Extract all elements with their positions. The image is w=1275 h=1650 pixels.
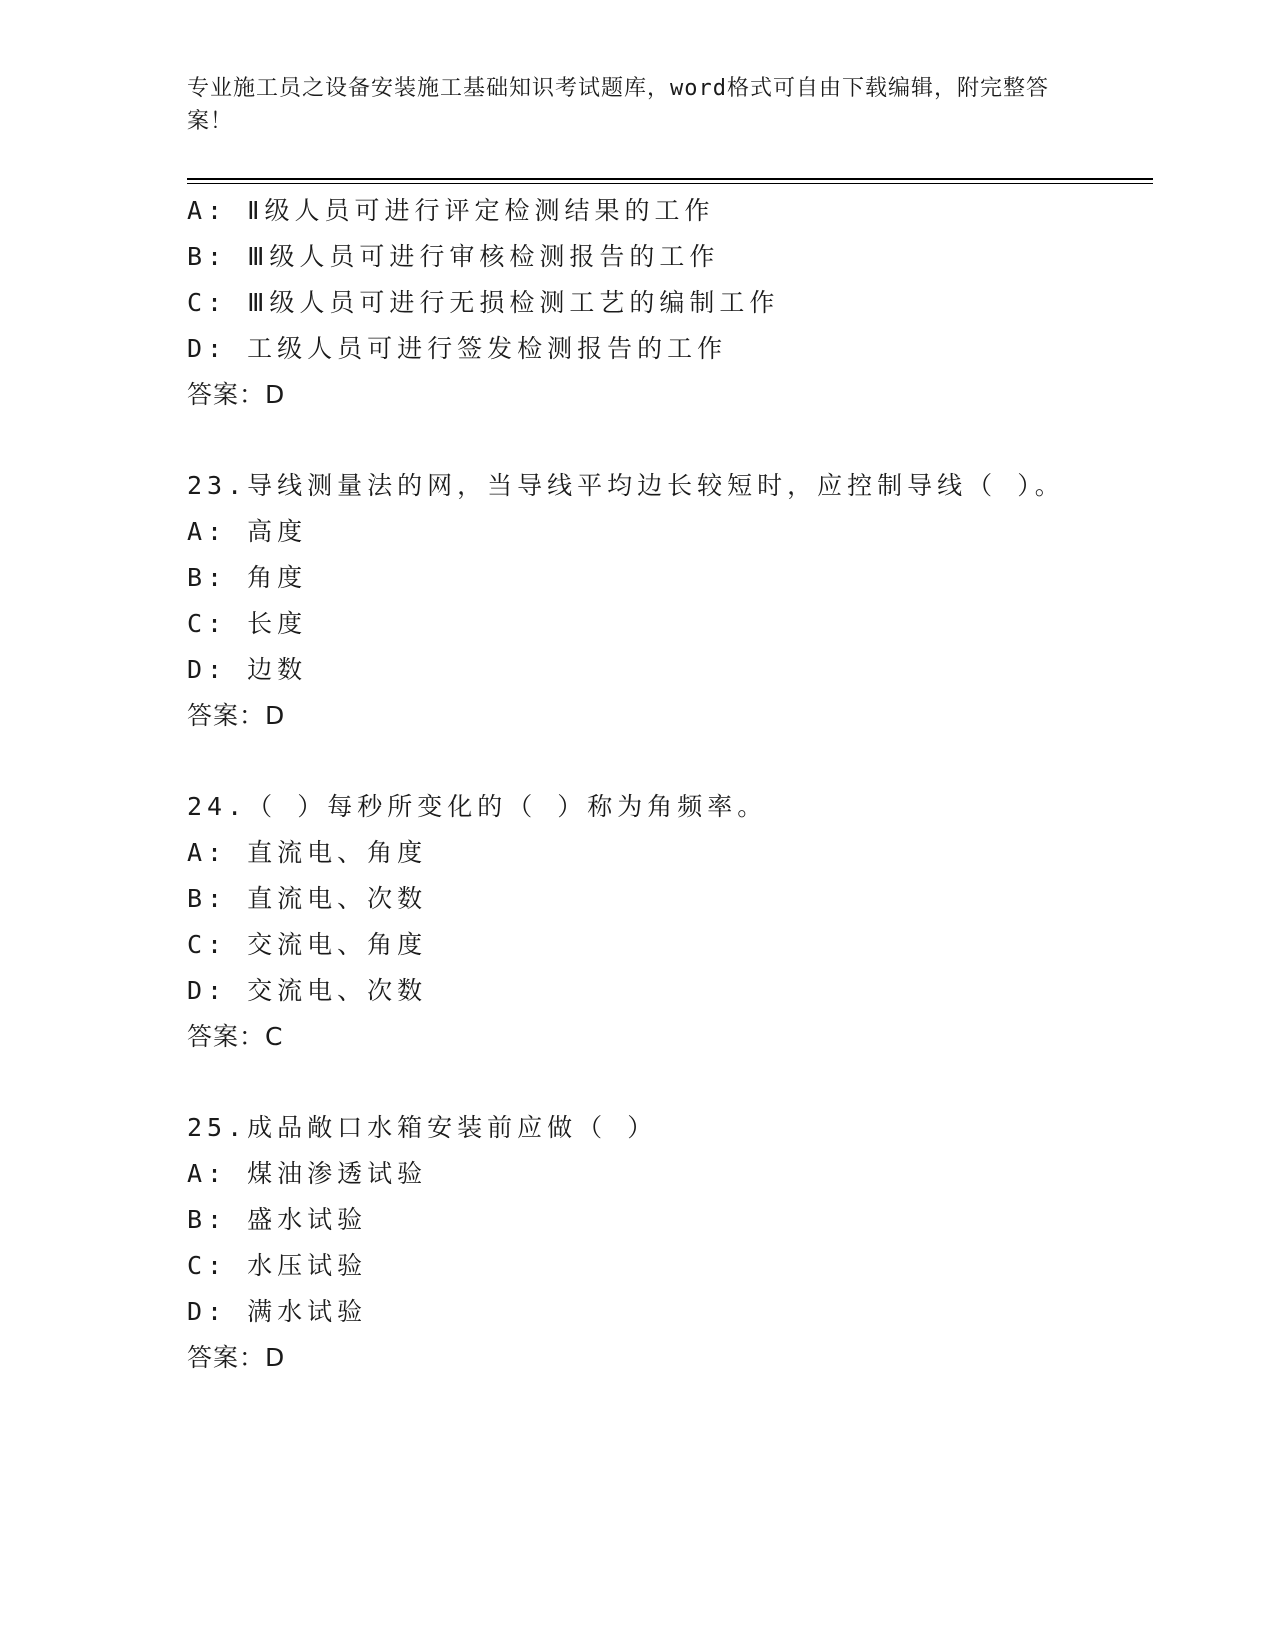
option-b: B: 角度: [187, 563, 308, 592]
option-b: B: 直流电、次数: [187, 884, 428, 913]
document-header: 专业施工员之设备安装施工基础知识考试题库，word格式可自由下载编辑，附完整答案！: [187, 76, 1049, 134]
option-c: C: 交流电、角度: [187, 930, 428, 959]
option-a: A: 高度: [187, 517, 308, 546]
option-c: C: Ⅲ级人员可进行无损检测工艺的编制工作: [187, 288, 780, 317]
question-list: [187, 188, 1153, 1381]
option-a: A: 煤油渗透试验: [187, 1159, 428, 1188]
option-b: B: 盛水试验: [187, 1205, 368, 1234]
answer-line: 答案：D: [187, 701, 286, 730]
question-spacer: [187, 1060, 1153, 1105]
answer-line: 答案：D: [187, 1343, 286, 1372]
option-d: D: 工级人员可进行签发检测报告的工作: [187, 334, 728, 363]
question-stem: 23.导线测量法的网，当导线平均边长较短时，应控制导线（ ）。: [187, 471, 1065, 500]
question-block: [187, 188, 1153, 418]
question-spacer: [187, 739, 1153, 784]
header-divider-thin: [187, 183, 1153, 184]
option-a: A: 直流电、角度: [187, 838, 428, 867]
answer-line: 答案：D: [187, 380, 286, 409]
answer-line: 答案：C: [187, 1022, 284, 1051]
option-c: C: 水压试验: [187, 1251, 368, 1280]
question-stem: 24.（ ）每秒所变化的（ ）称为角频率。: [187, 792, 768, 821]
question-block: [187, 1105, 1153, 1381]
option-d: D: 边数: [187, 655, 308, 684]
option-d: D: 交流电、次数: [187, 976, 428, 1005]
question-stem: 25.成品敞口水箱安装前应做（ ）: [187, 1113, 658, 1142]
option-a: A: Ⅱ级人员可进行评定检测结果的工作: [187, 196, 715, 225]
header-divider-thick: [187, 178, 1153, 180]
option-b: B: Ⅲ级人员可进行审核检测报告的工作: [187, 242, 720, 271]
question-block: [187, 463, 1153, 739]
option-d: D: 满水试验: [187, 1297, 368, 1326]
option-c: C: 长度: [187, 609, 308, 638]
question-block: [187, 784, 1153, 1060]
question-spacer: [187, 418, 1153, 463]
